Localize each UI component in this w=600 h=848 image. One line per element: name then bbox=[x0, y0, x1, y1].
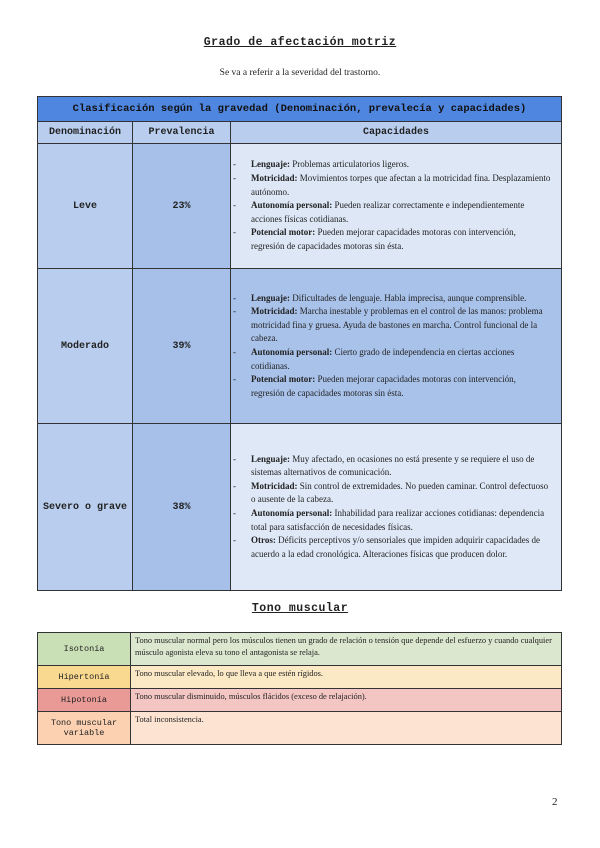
tone-description: Tono muscular disminuido, músculos flácidos (exceso de relajación). bbox=[131, 689, 562, 712]
page-title: Grado de afectación motriz bbox=[203, 36, 397, 49]
severity-table bbox=[37, 96, 562, 591]
list-item: - Potencial motor: Pueden mejorar capacidades motoras con intervención, regresión de capacidades motoras sin ésta. bbox=[233, 374, 516, 398]
row-prevalence: 38% bbox=[133, 424, 231, 591]
table-row bbox=[38, 269, 562, 424]
table-row bbox=[38, 144, 562, 269]
row-capacities bbox=[231, 269, 562, 424]
row-capacities bbox=[231, 424, 562, 591]
row-name: Severo o grave bbox=[38, 424, 133, 591]
list-item: - Motricidad: Movimientos torpes que afectan a la motricidad fina. Desplazamiento autónomo. bbox=[233, 173, 551, 197]
table-row bbox=[38, 666, 562, 689]
tone-label: Hipertonía bbox=[38, 666, 131, 689]
row-name: Leve bbox=[38, 144, 133, 269]
header-capacidades: Capacidades bbox=[231, 122, 562, 144]
table-row bbox=[38, 633, 562, 666]
header-prevalencia: Prevalencia bbox=[133, 122, 231, 144]
row-prevalence: 39% bbox=[133, 269, 231, 424]
tone-description: Tono muscular normal pero los músculos tienen un grado de relación o tensión que depende del esfuerzo y cuando cualquier músculo agonista eleva su tono el antagonista se relaja. bbox=[131, 633, 562, 666]
list-item: - Motricidad: Marcha inestable y problemas en el control de las manos: problema motricidad fina y gruesa. Ayuda de bastones en marcha. Control funcional de la cabeza. bbox=[233, 306, 543, 344]
table-row bbox=[38, 424, 562, 591]
intro-text: Se va a referir a la severidad del trastorno. bbox=[219, 68, 381, 78]
list-item: - Motricidad: Sin control de extremidades. No pueden caminar. Control defectuoso o ausente de la cabeza. bbox=[233, 480, 549, 505]
list-item: - Autonomía personal: Inhabilidad para realizar acciones cotidianas: dependencia total para satisfacción de necesidades físicas. bbox=[233, 508, 545, 532]
row-name: Moderado bbox=[38, 269, 133, 424]
row-prevalence: 23% bbox=[133, 144, 231, 269]
list-item: - Lenguaje: Dificultades de lenguaje. Habla imprecisa, aunque comprensible. bbox=[233, 292, 527, 303]
list-item: - Autonomía personal: Cierto grado de independencia en ciertas acciones cotidianas. bbox=[233, 347, 515, 371]
list-item: - Lenguaje: Problemas articulatorios ligeros. bbox=[233, 159, 409, 170]
tone-description: Total inconsistencia. bbox=[131, 712, 562, 745]
tone-label: Hipotonía bbox=[38, 689, 131, 712]
header-denominacion: Denominación bbox=[38, 122, 133, 144]
page-number: 2 bbox=[552, 796, 558, 808]
table-row bbox=[38, 712, 562, 745]
table-row bbox=[38, 689, 562, 712]
section-title-tono: Tono muscular bbox=[251, 602, 349, 615]
table-caption: Clasificación según la gravedad (Denominación, prevalecía y capacidades) bbox=[38, 97, 562, 122]
tone-label: Isotonía bbox=[38, 633, 131, 666]
list-item: - Otros: Déficits perceptivos y/o sensoriales que impiden adquirir capacidades de acuerdo a la edad cronológica. Alteraciones físicas que producen dolor. bbox=[233, 535, 541, 559]
list-item: - Potencial motor: Pueden mejorar capacidades motoras con intervención, regresión de capacidades motoras sin ésta. bbox=[233, 227, 516, 251]
list-item: - Autonomía personal: Pueden realizar correctamente e independientemente acciones físicas cotidianas. bbox=[233, 200, 525, 224]
tone-description: Tono muscular elevado, lo que lleva a que estén rígidos. bbox=[131, 666, 562, 689]
tone-label: Tono muscular variable bbox=[38, 712, 131, 745]
list-item: - Lenguaje: Muy afectado, en ocasiones no está presente y se requiere el uso de sistemas alternativos de comunicación. bbox=[233, 453, 535, 478]
row-capacities bbox=[231, 144, 562, 269]
muscle-tone-table bbox=[37, 632, 562, 745]
